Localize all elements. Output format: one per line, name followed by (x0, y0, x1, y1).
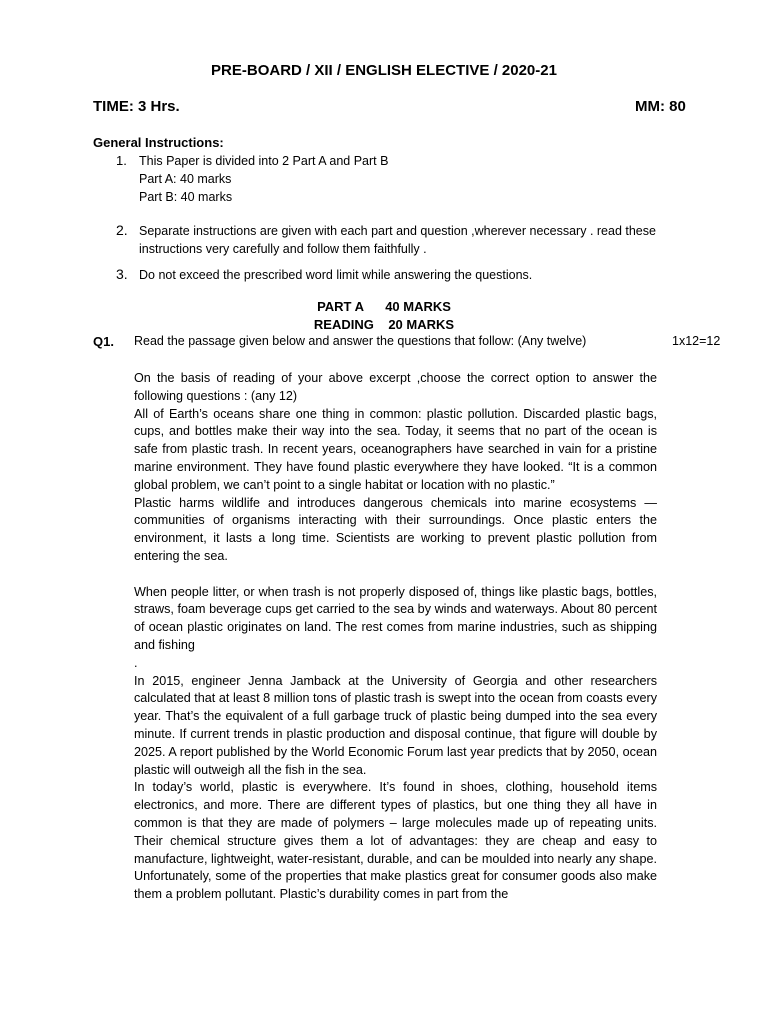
paragraph-gap (134, 566, 657, 584)
reading-passage (134, 370, 657, 904)
passage-paragraph-end: . (134, 655, 138, 670)
paper-title: PRE-BOARD / XII / ENGLISH ELECTIVE / 2020-21 (211, 62, 557, 79)
instruction-item: Do not exceed the prescribed word limit while answering the questions. (139, 268, 533, 282)
passage-paragraph: All of Earth’s oceans share one thing in common: plastic pollution. Discarded plastic bags, cups, and bottles make their way into the sea. Today, it seems that no part of the ocean is safe from plastic trash. In recent years, oceanographers have searched in vain for a pristine marine environment. They have found plastic everywhere they have looked. “It is a common global problem, we can’t point to a single habitat or location with no plastic.” (134, 406, 657, 492)
time-allowed: TIME: 3 Hrs. (93, 98, 180, 115)
part-a-heading: PART A 40 MARKS (317, 299, 451, 314)
instruction-number: 2. (116, 222, 128, 238)
question-marks: 1x12=12 (672, 334, 721, 348)
general-instructions-heading: General Instructions: (93, 135, 224, 150)
passage-intro: On the basis of reading of your above excerpt ,choose the correct option to answer the following questions : (any 12) (134, 371, 657, 403)
reading-heading: READING 20 MARKS (313, 317, 455, 332)
instruction-item (139, 152, 388, 206)
passage-paragraph: Plastic harms wildlife and introduces dangerous chemicals into marine ecosystems — communities of organisms interacting with their surroundings. Once plastic enters the environment, it lasts a long time. Scientists are working to prevent plastic pollution from entering the sea. (134, 495, 657, 563)
passage-paragraph: When people litter, or when trash is not properly disposed of, things like plastic bags, bottles, straws, foam beverage cups get carried to the sea by winds and waterways. About 80 percent of ocean plastic originates on land. The rest comes from marine industries, such as shipping and fishing (134, 584, 657, 652)
question-number: Q1. (93, 334, 114, 349)
instruction-number: 1. (116, 153, 127, 168)
passage-paragraph: In 2015, engineer Jenna Jamback at the University of Georgia and other researchers calculated that at least 8 million tons of plastic trash is swept into the ocean from coasts every year. That’s the equivalent of a full garbage truck of plastic being dumped into the sea every minute. If current trends in plastic production and disposal continue, that figure will double by 2025. A report published by the World Economic Forum last year predicts that by 2050, ocean plastic will outweigh all the fish in the sea. (134, 673, 657, 777)
instruction-item: Separate instructions are given with each part and question ,wherever necessary . read these instructions very carefully and follow them faithfully . (139, 224, 656, 256)
instruction-line: Part B: 40 marks (139, 190, 233, 204)
passage-paragraph: Unfortunately, some of the properties that make plastics great for consumer goods also make them a problem pollutant. Plastic’s durability comes in part from the (134, 869, 657, 902)
instruction-line: Part A: 40 marks (139, 172, 232, 186)
passage-paragraph: In today’s world, plastic is everywhere. It’s found in shoes, clothing, household items electronics, and more. There are different types of plastics, but one thing they all have in common is that they are made of polymers – large molecules made up of repeating units. Their chemical structure gives them a lot of advantages: they are cheap and easy to manufacture, lightweight, water-resistant, durable, and can be moulded into nearly any shape. (134, 780, 657, 866)
instruction-number: 3. (116, 266, 128, 282)
instruction-line: This Paper is divided into 2 Part A and Part B (139, 154, 389, 168)
maximum-marks: MM: 80 (635, 98, 686, 115)
question-text: Read the passage given below and answer the questions that follow: (Any twelve) (134, 334, 587, 348)
